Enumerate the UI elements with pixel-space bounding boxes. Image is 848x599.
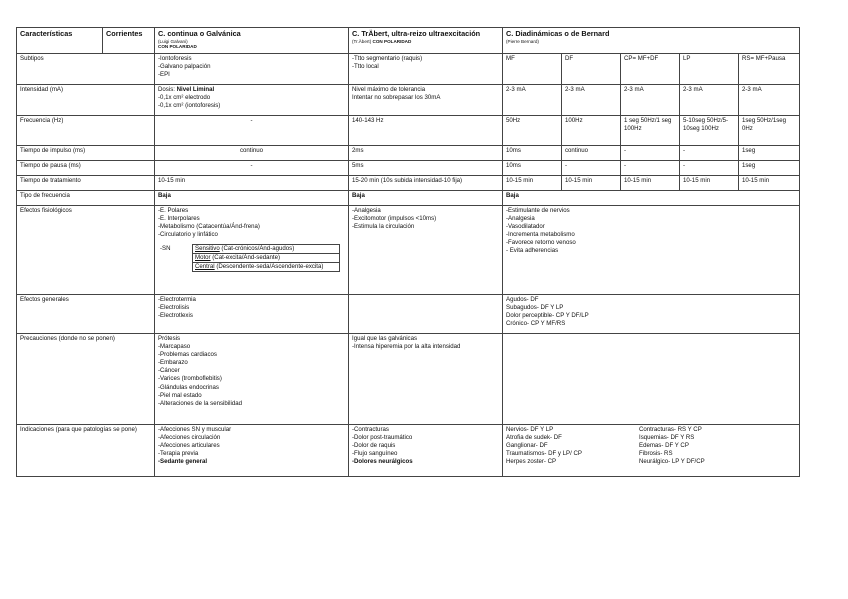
cell-bernard-df: 10-15 min bbox=[562, 176, 621, 191]
cell-bernard-lp: 2-3 mA bbox=[680, 85, 739, 116]
dosis-value: Nivel Liminal bbox=[176, 86, 215, 93]
bernard-indicaciones-left bbox=[506, 426, 639, 466]
list-item: -Afecciones articulares bbox=[158, 442, 220, 450]
list-item: -Excitomotor (impulsos <10ms) bbox=[352, 215, 437, 223]
cell-bernard-rs: 1seg bbox=[739, 161, 800, 176]
cell-bernard-lp: 10-15 min bbox=[680, 176, 739, 191]
header-galvanica bbox=[155, 28, 349, 54]
list-item: Intentar no sobrepasar los 30mA bbox=[352, 94, 441, 102]
cell-bernard-cp: - bbox=[621, 146, 680, 161]
row-frecuencia bbox=[17, 116, 800, 146]
list-item: Traumatismos- DF y LP/ CP bbox=[506, 450, 582, 458]
galvanica-author: (Luigi Galvani) bbox=[158, 38, 188, 44]
list-item: -Intensa hiperemia por la alta intensidad bbox=[352, 343, 461, 351]
cell-bernard-mf: 10-15 min bbox=[503, 176, 562, 191]
list-item: Ganglionar- DF bbox=[506, 442, 548, 450]
cell-trabert: 15-20 min (10s subida intensidad-10 fija) bbox=[349, 176, 503, 191]
cell-galvanica: - bbox=[155, 161, 349, 176]
row-label: Frecuencia (Hz) bbox=[17, 116, 155, 146]
cell-trabert bbox=[349, 54, 503, 85]
list-item: Dolor perceptible- CP Y DF/LP bbox=[506, 312, 589, 320]
list-item: Atrofia de sudek- DF bbox=[506, 434, 562, 442]
header-corrientes: Corrientes bbox=[103, 28, 155, 54]
cell-bernard-lp: - bbox=[680, 161, 739, 176]
list-item: -Flujo sanguíneo bbox=[352, 450, 398, 458]
cell-bernard-rs: 1seg bbox=[739, 146, 800, 161]
cell-bernard bbox=[503, 425, 800, 477]
list-item: Neurálgico- LP Y DF/CP bbox=[639, 458, 705, 466]
row-impulso bbox=[17, 146, 800, 161]
cell-bernard-mf: 2-3 mA bbox=[503, 85, 562, 116]
header-trabert bbox=[349, 28, 503, 54]
list-item: Igual que las galvánicas bbox=[352, 335, 418, 342]
cell-bernard-cp: 2-3 mA bbox=[621, 85, 680, 116]
list-item: -Estimulante de nervios bbox=[506, 207, 570, 214]
list-item: Fibrosis- RS bbox=[639, 450, 673, 458]
list-item: -Glándulas endocrinas bbox=[158, 383, 219, 391]
cell-trabert: Baja bbox=[349, 191, 503, 206]
cell-galvanica bbox=[155, 54, 349, 85]
cell-galvanica bbox=[155, 295, 349, 334]
row-label: Tipo de frecuencia bbox=[17, 191, 155, 206]
list-item: -E. Interpolares bbox=[158, 215, 200, 223]
list-item: -Sedante general bbox=[158, 458, 208, 466]
list-item: -Embarazo bbox=[158, 359, 188, 367]
cell-trabert bbox=[349, 85, 503, 116]
list-item: -Electrotlexis bbox=[158, 312, 193, 320]
list-item: -Favorece retorno venoso bbox=[506, 239, 576, 247]
cell-bernard-rs: RS= MF+Pausa bbox=[739, 54, 800, 85]
row-label: Efectos fisiológicos bbox=[17, 206, 155, 295]
row-indicaciones bbox=[17, 425, 800, 477]
cell-bernard-df: continuo bbox=[562, 146, 621, 161]
row-efectos-generales bbox=[17, 295, 800, 334]
comparison-table bbox=[16, 27, 800, 477]
list-item: Contracturas- RS Y CP bbox=[639, 426, 702, 433]
cell-trabert: 5ms bbox=[349, 161, 503, 176]
header-bernard bbox=[503, 28, 800, 54]
galvanica-title: C. continua o Galvánica bbox=[158, 29, 241, 38]
cell-bernard-lp: LP bbox=[680, 54, 739, 85]
cell-galvanica: continuo bbox=[155, 146, 349, 161]
row-label: Tiempo de impulso (ms) bbox=[17, 146, 155, 161]
bernard-title: C. Diadinámicas o de Bernard bbox=[506, 29, 610, 38]
cell-bernard-df: DF bbox=[562, 54, 621, 85]
sn-label: -SN bbox=[160, 244, 171, 252]
list-item: -Dolor post-traumático bbox=[352, 434, 413, 442]
list-item: -Varices (tromboflebitis) bbox=[158, 375, 222, 383]
sn-item: Motor (Cat-excita/Ánd-sedante) bbox=[193, 254, 340, 263]
list-item: -Marcapaso bbox=[158, 343, 191, 351]
cell-bernard-lp: - bbox=[680, 146, 739, 161]
galvanica-polarity: CON POLARIDAD bbox=[158, 44, 197, 50]
list-item: -Analgesia bbox=[506, 215, 535, 223]
cell-bernard-rs: 2-3 mA bbox=[739, 85, 800, 116]
bernard-indicaciones-right bbox=[639, 426, 705, 466]
cell-bernard-cp: CP= MF+DF bbox=[621, 54, 680, 85]
list-item: -Contracturas bbox=[352, 426, 389, 433]
list-item: Nervios- DF Y LP bbox=[506, 426, 554, 433]
row-label: Indicaciones (para que patologías se pone) bbox=[17, 425, 155, 477]
cell-bernard bbox=[503, 206, 800, 295]
sn-item: Sensitivo (Cat-crónicos/Ánd-agudos) bbox=[193, 245, 340, 254]
list-item: -Piel mal estado bbox=[158, 391, 202, 399]
cell-bernard bbox=[503, 334, 800, 425]
cell-trabert: 2ms bbox=[349, 146, 503, 161]
list-item: Agudos- DF bbox=[506, 296, 539, 303]
trabert-author: (Tr.Äbert) bbox=[352, 38, 372, 44]
list-item: -Afecciones circulación bbox=[158, 434, 221, 442]
list-item: -EPI bbox=[158, 71, 170, 79]
cell-bernard-mf: 50Hz bbox=[503, 116, 562, 146]
list-item: -Terapia previa bbox=[158, 450, 199, 458]
bernard-author: (Pierre Bernard) bbox=[506, 38, 539, 44]
list-item: Herpes zoster- CP bbox=[506, 458, 557, 466]
row-precauciones bbox=[17, 334, 800, 425]
list-item: -Estimula la circulación bbox=[352, 223, 415, 231]
cell-bernard-rs: 10-15 min bbox=[739, 176, 800, 191]
trabert-polarity: CON POLARIDAD bbox=[372, 38, 412, 44]
list-item: Crónico- CP Y MF/RS bbox=[506, 320, 566, 328]
list-item: -Cáncer bbox=[158, 367, 180, 375]
list-item: -Galvano palpación bbox=[158, 63, 211, 71]
list-item: Isquemias- DF Y RS bbox=[639, 434, 695, 442]
list-item: -Analgesia bbox=[352, 207, 381, 214]
list-item: - Evita adherencias bbox=[506, 247, 559, 255]
row-label: Precauciones (donde no se ponen) bbox=[17, 334, 155, 425]
cell-bernard-df: 2-3 mA bbox=[562, 85, 621, 116]
cell-galvanica bbox=[155, 206, 349, 295]
list-item: Subagudos- DF Y LP bbox=[506, 304, 564, 312]
row-label: Subtipos bbox=[17, 54, 155, 85]
cell-bernard-mf: 10ms bbox=[503, 161, 562, 176]
cell-bernard-mf: 10ms bbox=[503, 146, 562, 161]
list-item: -Afecciones SN y muscular bbox=[158, 426, 232, 433]
list-item: -Ttto local bbox=[352, 63, 379, 71]
list-item: -E. Polares bbox=[158, 207, 189, 214]
list-item: -Electrolisis bbox=[158, 304, 190, 312]
list-item: -Dolor de raquis bbox=[352, 442, 396, 450]
cell-bernard-rs: 1seg 50Hz/1seg 0Hz bbox=[739, 116, 800, 146]
row-label: Intensidad (mA) bbox=[17, 85, 155, 116]
cell-bernard-mf: MF bbox=[503, 54, 562, 85]
cell-trabert bbox=[349, 295, 503, 334]
list-item: Edemas- DF Y CP bbox=[639, 442, 689, 450]
cell-bernard bbox=[503, 295, 800, 334]
cell-bernard-cp: 1 seg 50Hz/1 seg 100Hz bbox=[621, 116, 680, 146]
row-pausa bbox=[17, 161, 800, 176]
sn-subtable bbox=[158, 244, 340, 272]
header-row bbox=[17, 28, 800, 54]
list-item: -Ttto segmentario (raquis) bbox=[352, 55, 423, 62]
cell-galvanica bbox=[155, 425, 349, 477]
cell-galvanica bbox=[155, 85, 349, 116]
list-item: -Electrotermia bbox=[158, 296, 196, 303]
list-item: -Incrementa metabolismo bbox=[506, 231, 575, 239]
list-item: -0,1x cm² (iontoforesis) bbox=[158, 102, 221, 110]
trabert-title: C. TrÄbert, ultra-reizo ultraexcitación bbox=[352, 29, 481, 38]
sn-item: Central (Descendente-seda/Ascendente-excita) bbox=[193, 263, 340, 272]
cell-galvanica: 10-15 min bbox=[155, 176, 349, 191]
row-label: Efectos generales bbox=[17, 295, 155, 334]
list-item: -0,1x cm² electrodo bbox=[158, 94, 211, 102]
cell-bernard-df: 100Hz bbox=[562, 116, 621, 146]
row-tipo-frecuencia bbox=[17, 191, 800, 206]
cell-galvanica: - bbox=[155, 116, 349, 146]
cell-bernard-df: - bbox=[562, 161, 621, 176]
cell-trabert bbox=[349, 206, 503, 295]
row-label: Tiempo de pausa (ms) bbox=[17, 161, 155, 176]
cell-trabert bbox=[349, 334, 503, 425]
list-item: -Vasodilatador bbox=[506, 223, 545, 231]
list-item: -Problemas cardiacos bbox=[158, 351, 217, 359]
cell-trabert: 140-143 Hz bbox=[349, 116, 503, 146]
row-subtipos bbox=[17, 54, 800, 85]
list-item: -Iontoforesis bbox=[158, 55, 192, 62]
row-intensidad bbox=[17, 85, 800, 116]
cell-bernard-lp: 5-10seg 50Hz/5-10seg 100Hz bbox=[680, 116, 739, 146]
list-item: -Dolores neurálgicos bbox=[352, 458, 413, 466]
list-item: Prótesis bbox=[158, 335, 181, 342]
cell-trabert bbox=[349, 425, 503, 477]
cell-galvanica: Baja bbox=[155, 191, 349, 206]
cell-bernard: Baja bbox=[503, 191, 800, 206]
list-item: -Metabolismo (Catacentúa/Ánd-frena) bbox=[158, 223, 260, 231]
dosis-prefix: Dosis: bbox=[158, 86, 177, 93]
row-label: Tiempo de tratamiento bbox=[17, 176, 155, 191]
cell-bernard-cp: - bbox=[621, 161, 680, 176]
header-caracteristicas: Características bbox=[17, 28, 103, 54]
row-tratamiento bbox=[17, 176, 800, 191]
cell-galvanica bbox=[155, 334, 349, 425]
list-item: -Circulatorio y linfático bbox=[158, 231, 218, 239]
cell-bernard-cp: 10-15 min bbox=[621, 176, 680, 191]
row-efectos-fisiologicos bbox=[17, 206, 800, 295]
list-item: Nivel máximo de tolerancia bbox=[352, 86, 426, 93]
list-item: -Alteraciones de la sensibilidad bbox=[158, 399, 243, 407]
